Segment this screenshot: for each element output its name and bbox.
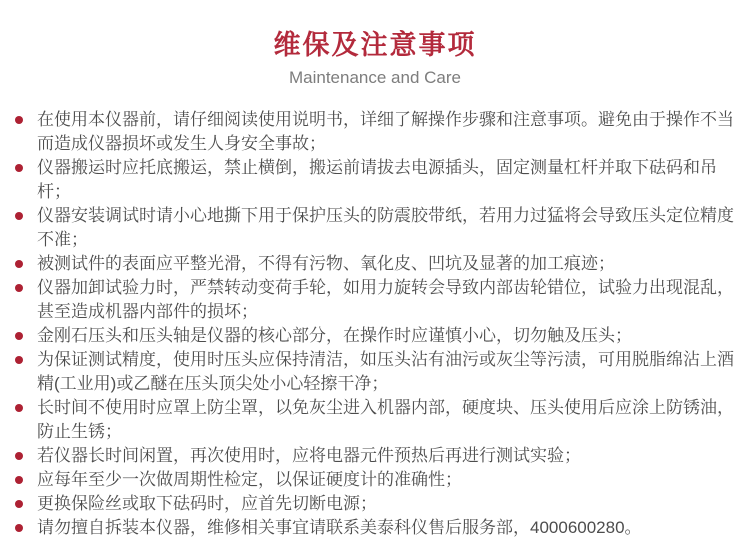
- list-item-text: 仪器安装调试时请小心地撕下用于保护压头的防震胶带纸，若用力过猛将会导致压头定位精度不准；: [37, 206, 734, 249]
- list-item-text: 更换保险丝或取下砝码时，应首先切断电源；: [37, 494, 377, 513]
- bullet-icon: [15, 284, 23, 292]
- list-item: [15, 252, 740, 276]
- bullet-icon: [15, 452, 23, 460]
- page-subtitle: Maintenance and Care: [288, 68, 461, 87]
- bullet-icon: [15, 260, 23, 268]
- list-item: [15, 156, 740, 204]
- bullet-icon: [15, 356, 23, 364]
- list-item-text: 被测试件的表面应平整光滑，不得有污物、氧化皮、凹坑及显著的加工痕迹；: [37, 254, 615, 273]
- page-title: 维保及注意事项: [273, 30, 477, 60]
- list-item-text: 在使用本仪器前，请仔细阅读使用说明书，详细了解操作步骤和注意事项。避免由于操作不当而造成仪器损坏或发生人身安全事故；: [37, 110, 734, 153]
- page-header: [0, 0, 750, 88]
- bullet-icon: [15, 212, 23, 220]
- bullet-icon: [15, 116, 23, 124]
- list-item-text: 仪器加卸试验力时，严禁转动变荷手轮，如用力旋转会导致内部齿轮错位，试验力出现混乱，甚至造成机器内部件的损坏；: [37, 278, 734, 321]
- list-item: [15, 468, 740, 492]
- bullet-icon: [15, 524, 23, 532]
- list-item: [15, 396, 740, 444]
- list-item: [15, 204, 740, 252]
- list-item-text: 请勿擅自拆装本仪器，维修相关事宜请联系美泰科仪售后服务部，4000600280。: [37, 518, 642, 537]
- list-item-text: 若仪器长时间闲置，再次使用时，应将电器元件预热后再进行测试实验；: [37, 446, 581, 465]
- maintenance-notes-list: [0, 108, 750, 540]
- list-item-text: 为保证测试精度，使用时压头应保持清洁，如压头沾有油污或灰尘等污渍，可用脱脂绵沾上酒精(工业用)或乙醚在压头顶尖处小心轻擦干净；: [37, 350, 734, 393]
- bullet-icon: [15, 404, 23, 412]
- list-item-text: 应每年至少一次做周期性检定，以保证硬度计的准确性；: [37, 470, 462, 489]
- list-item: [15, 516, 740, 540]
- list-item-text: 金刚石压头和压头轴是仪器的核心部分，在操作时应谨慎小心，切勿触及压头；: [37, 326, 632, 345]
- list-item: [15, 348, 740, 396]
- list-item: [15, 108, 740, 156]
- list-item: [15, 324, 740, 348]
- bullet-icon: [15, 332, 23, 340]
- list-item: [15, 492, 740, 516]
- list-item-text: 仪器搬运时应托底搬运，禁止横倒，搬运前请拔去电源插头，固定测量杠杆并取下砝码和吊杆；: [37, 158, 717, 201]
- bullet-icon: [15, 164, 23, 172]
- list-item-text: 长时间不使用时应罩上防尘罩，以免灰尘进入机器内部，硬度块、压头使用后应涂上防锈油，防止生锈；: [37, 398, 734, 441]
- bullet-icon: [15, 500, 23, 508]
- list-item: [15, 276, 740, 324]
- list-item: [15, 444, 740, 468]
- bullet-icon: [15, 476, 23, 484]
